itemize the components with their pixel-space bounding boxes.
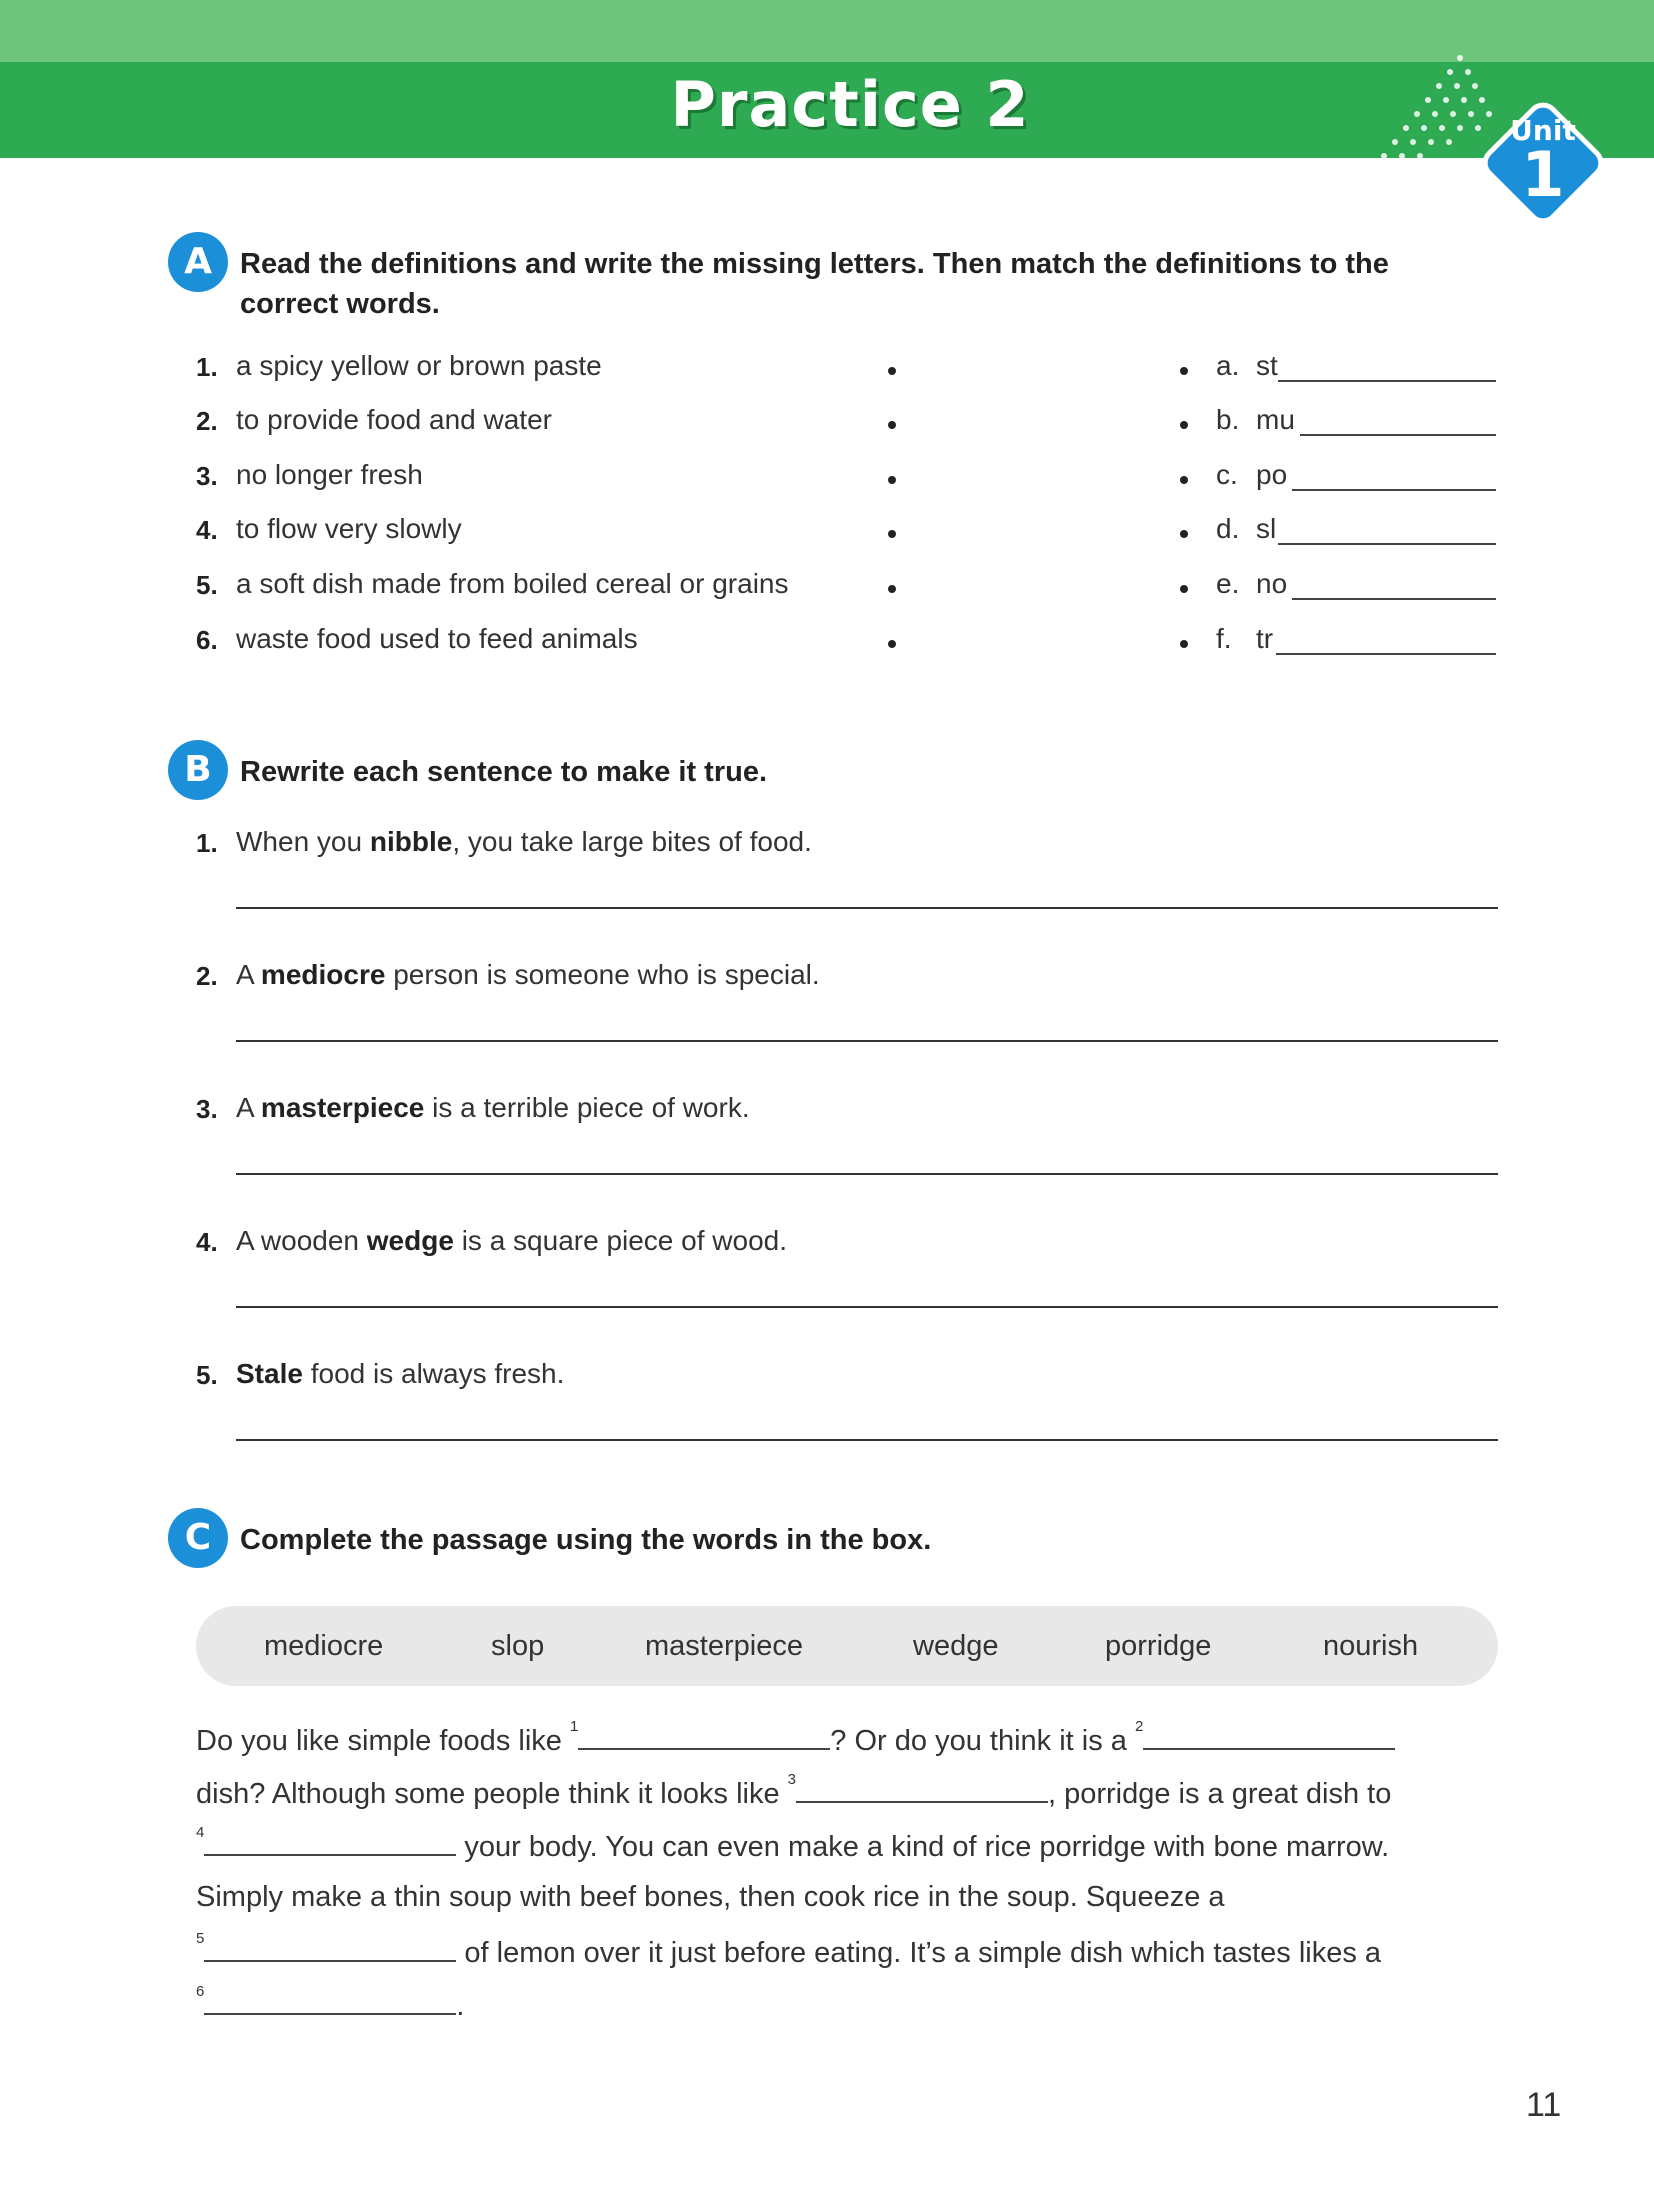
section-c-badge: C xyxy=(168,1508,228,1568)
section-b-badge: B xyxy=(168,740,228,800)
match-dot-left[interactable] xyxy=(888,585,896,593)
section-a-instruction-line1: Read the definitions and write the missing letters. Then match the definitions to the xyxy=(240,248,1389,280)
match-dot-left[interactable] xyxy=(888,530,896,538)
sentence-text: Stale food is always fresh. xyxy=(236,1358,565,1389)
option-letter: c. xyxy=(1216,459,1238,490)
answer-line[interactable] xyxy=(236,1306,1498,1308)
option-letter: d. xyxy=(1216,513,1240,544)
definition-number: 3. xyxy=(196,461,218,491)
option-blank[interactable] xyxy=(1278,380,1496,382)
passage-line: $^4$ your body. You can even make a kind of rice porridge with bone marrow. xyxy=(196,1824,1390,1863)
word-box xyxy=(196,1606,1498,1686)
option-word-start: no xyxy=(1256,568,1288,599)
bold-word: nibble xyxy=(369,826,453,857)
match-dot-right[interactable] xyxy=(1180,476,1188,484)
passage-blank[interactable] xyxy=(796,1775,1048,1803)
bold-word: wedge xyxy=(366,1225,454,1256)
blank-number: 4 xyxy=(196,1824,205,1841)
option-letter: e. xyxy=(1216,568,1240,599)
passage-blank[interactable] xyxy=(578,1722,830,1750)
sentence-text: A masterpiece is a terrible piece of work. xyxy=(236,1092,750,1123)
sentence-text: When you nibble, you take large bites of food. xyxy=(236,826,812,857)
page-number: 11 xyxy=(1526,2086,1562,2124)
definition-number: 6. xyxy=(196,625,218,655)
definition-text: to provide food and water xyxy=(236,404,552,435)
option-blank[interactable] xyxy=(1292,598,1496,600)
answer-line[interactable] xyxy=(236,1439,1498,1441)
match-dot-left[interactable] xyxy=(888,640,896,648)
definition-text: waste food used to feed animals xyxy=(236,623,638,654)
word-box-item: wedge xyxy=(913,1630,999,1662)
bold-word: masterpiece xyxy=(260,1092,425,1123)
answer-line[interactable] xyxy=(236,1173,1498,1175)
match-dot-left[interactable] xyxy=(888,421,896,429)
option-word-start: po xyxy=(1256,459,1288,490)
word-box-item: nourish xyxy=(1323,1630,1419,1662)
sentence-number: 2. xyxy=(196,961,218,991)
blank-number: 6 xyxy=(196,1983,205,2000)
word-box-item: mediocre xyxy=(264,1630,384,1662)
blank-number: 3 xyxy=(787,1771,796,1788)
passage-line: Do you like simple foods like $^1$ ? Or do you think it is a $^2$ xyxy=(196,1722,1395,1758)
answer-line[interactable] xyxy=(236,907,1498,909)
sentence-number: 5. xyxy=(196,1360,218,1390)
match-dot-right[interactable] xyxy=(1180,640,1188,648)
definition-text: a spicy yellow or brown paste xyxy=(236,350,602,381)
bold-word: mediocre xyxy=(260,959,386,990)
section-c-instruction: Complete the passage using the words in the box. xyxy=(240,1524,932,1556)
passage-blank[interactable] xyxy=(1143,1722,1395,1750)
bold-word: Stale xyxy=(236,1358,303,1389)
sentence-text: A wooden wedge is a square piece of wood. xyxy=(236,1225,788,1256)
passage-blank[interactable] xyxy=(204,1828,456,1856)
definition-number: 4. xyxy=(196,515,218,545)
word-box-item: masterpiece xyxy=(645,1630,803,1662)
word-box-item: slop xyxy=(491,1630,545,1662)
option-word-start: tr xyxy=(1256,623,1274,654)
passage-line: dish? Although some people think it looks like $^3$ , porridge is a great dish to xyxy=(196,1771,1392,1810)
blank-number: 2 xyxy=(1134,1718,1144,1735)
blank-number: 1 xyxy=(569,1718,579,1735)
definition-text: a soft dish made from boiled cereal or grains xyxy=(236,568,789,599)
blank-number: 5 xyxy=(196,1930,205,1947)
unit-number: 1 xyxy=(1521,138,1565,211)
match-dot-right[interactable] xyxy=(1180,530,1188,538)
option-letter: b. xyxy=(1216,404,1240,435)
option-word-start: st xyxy=(1256,350,1278,381)
option-blank[interactable] xyxy=(1300,434,1496,436)
answer-line[interactable] xyxy=(236,1040,1498,1042)
passage-line: $^6$ . xyxy=(196,1983,465,2022)
section-b-instruction: Rewrite each sentence to make it true. xyxy=(240,756,768,788)
sentence-number: 4. xyxy=(196,1227,218,1257)
passage-line: $^5$ of lemon over it just before eating. It’s a simple dish which tastes likes a xyxy=(196,1930,1382,1969)
match-dot-right[interactable] xyxy=(1180,585,1188,593)
definition-number: 1. xyxy=(196,352,218,382)
match-dot-left[interactable] xyxy=(888,476,896,484)
match-dot-right[interactable] xyxy=(1180,367,1188,375)
option-blank[interactable] xyxy=(1292,489,1496,491)
sentence-text: A mediocre person is someone who is special. xyxy=(236,959,820,990)
option-word-start: sl xyxy=(1256,513,1277,544)
match-dot-right[interactable] xyxy=(1180,421,1188,429)
passage-blank[interactable] xyxy=(204,1934,456,1962)
match-dot-left[interactable] xyxy=(888,367,896,375)
page-title: Practice 2 xyxy=(670,68,1030,141)
sentence-number: 1. xyxy=(196,828,218,858)
passage-line: Simply make a thin soup with beef bones, then cook rice in the soup. Squeeze a xyxy=(196,1881,1225,1913)
sentence-number: 3. xyxy=(196,1094,218,1124)
passage-blank[interactable] xyxy=(204,1987,456,2015)
definition-number: 2. xyxy=(196,406,218,436)
option-blank[interactable] xyxy=(1278,543,1496,545)
unit-label: Unit xyxy=(1510,114,1576,147)
option-blank[interactable] xyxy=(1276,653,1496,655)
word-box-item: porridge xyxy=(1105,1630,1212,1662)
option-word-start: mu xyxy=(1256,404,1295,435)
section-a-instruction-line2: correct words. xyxy=(240,288,440,320)
definition-text: to flow very slowly xyxy=(236,513,462,544)
definition-number: 5. xyxy=(196,570,218,600)
option-letter: a. xyxy=(1216,350,1240,381)
option-letter: f. xyxy=(1216,623,1232,654)
section-a-badge: A xyxy=(168,232,228,292)
definition-text: no longer fresh xyxy=(236,459,423,490)
